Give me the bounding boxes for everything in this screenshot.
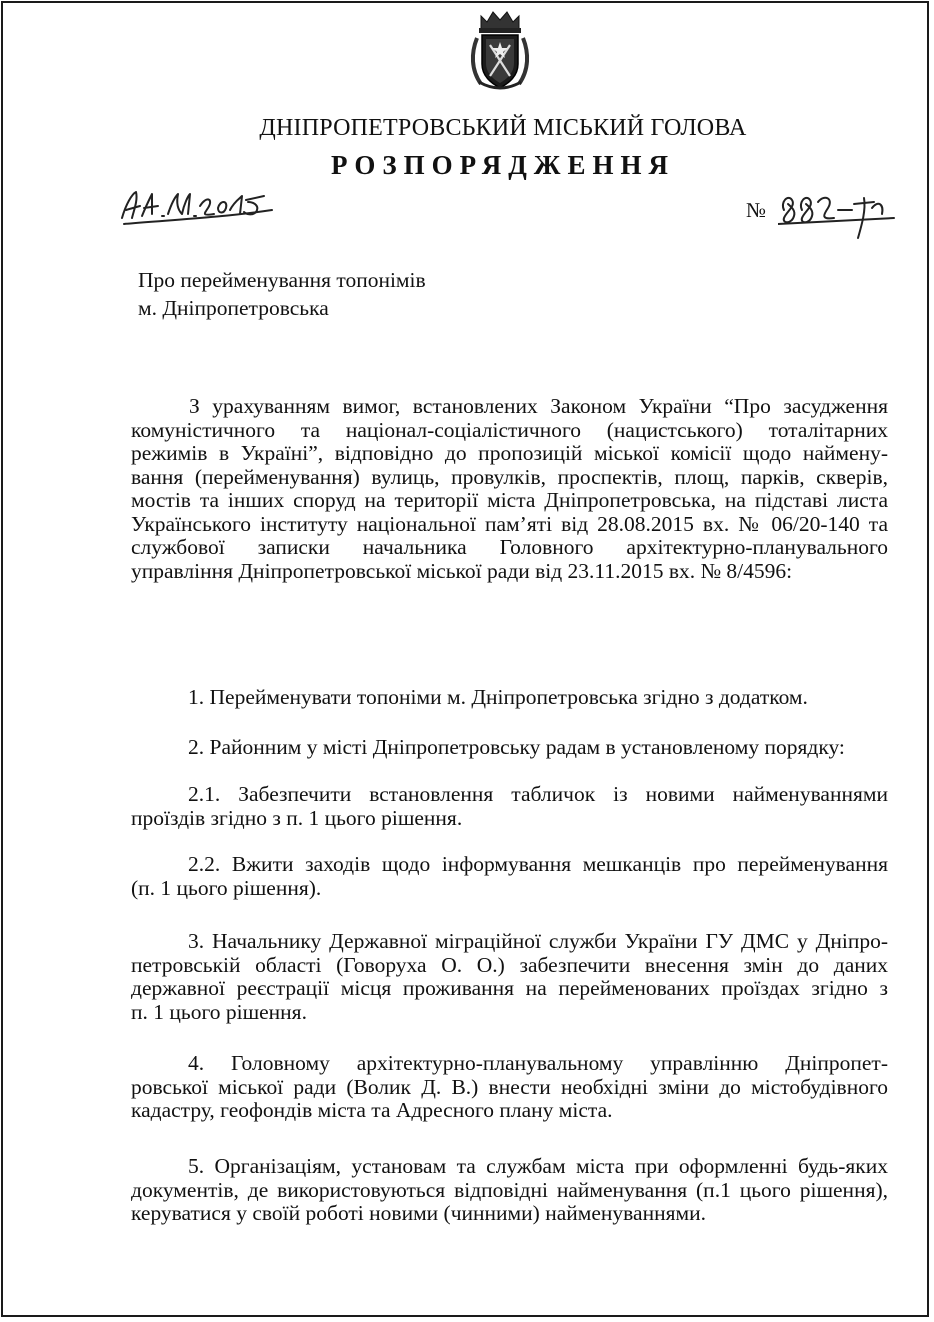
handwritten-document-number <box>778 180 896 242</box>
preamble-paragraph <box>131 395 888 583</box>
text-line: комуністичного та націонал-соціалістичного (нацистського) тоталітарних <box>131 417 888 442</box>
text-line: кадастру, геофондів міста та Адресного плану міста. <box>131 1098 613 1122</box>
text-line: мостів та інших споруд на території міста Дніпропетровська, на підставі листа <box>131 488 888 512</box>
city-coat-of-arms-icon <box>469 8 531 92</box>
text-line: петровській області (Говоруха О. О.) забезпечити внесення змін до даних <box>131 952 888 977</box>
text-line: 5. Організаціям, установам та службам міста при оформленні будь-яких <box>188 1154 888 1178</box>
text-line: п. 1 цього рішення. <box>131 999 307 1024</box>
text-line: режимів в Україні”, відповідно до пропозицій міської комісії щодо наймену- <box>131 441 888 465</box>
text-line: ровської міської ради (Волик Д. В.) внести необхідні зміни до містобудівного <box>131 1074 888 1099</box>
item-1-paragraph <box>131 686 888 710</box>
text-line: З урахуванням вимог, встановлених Законом України “Про засудження <box>189 394 888 418</box>
document-type-title: РОЗПОРЯДЖЕННЯ <box>330 150 676 180</box>
text-line: документів, де використовуються відповідні найменування (п.1 цього рішення), <box>131 1177 888 1202</box>
text-line: державної реєстрації місця проживання на перейменованих проїздах згідно з <box>131 976 888 1000</box>
text-line: проїздів згідно з п. 1 цього рішення. <box>131 805 463 830</box>
issuing-authority: ДНІПРОПЕТРОВСЬКИЙ МІСЬКИЙ ГОЛОВА <box>259 115 747 141</box>
item-2-1-paragraph <box>131 783 888 830</box>
subject-line: м. Дніпропетровська <box>138 296 329 320</box>
text-line: Українського інституту національної пам’яті від 28.08.2015 вх. № 06/20-140 та <box>131 511 888 536</box>
item-2-paragraph <box>131 736 888 760</box>
text-line: 1. Перейменувати топоніми м. Дніпропетровська згідно з додатком. <box>188 685 808 709</box>
subject-line: Про перейменування топонімів <box>138 268 426 292</box>
text-line: керуватися у своїй роботі новими (чинними) найменуваннями. <box>131 1201 706 1225</box>
text-line: 4. Головному архітектурно-планувальному управлінню Дніпропет- <box>188 1051 888 1075</box>
item-4-paragraph <box>131 1052 888 1123</box>
document-subject <box>138 266 426 322</box>
handwritten-date-signature <box>118 180 278 230</box>
text-line: управління Дніпропетровської міської ради від 23.11.2015 вх. № 8/4596: <box>131 558 793 583</box>
item-5-paragraph <box>131 1155 888 1226</box>
text-line: вання (перейменування) вулиць, провулків, проспектів, площ, парків, скверів, <box>131 464 888 489</box>
text-line: 2.1. Забезпечити встановлення табличок із новими найменуваннями <box>188 782 888 806</box>
text-line: (п. 1 цього рішення). <box>131 875 322 900</box>
item-2-2-paragraph <box>131 853 888 900</box>
text-line: 2. Районним у місті Дніпропетровську радам в установленому порядку: <box>188 735 845 759</box>
document-number-label: № <box>746 198 767 222</box>
text-line: 2.2. Вжити заходів щодо інформування мешканців про перейменування <box>188 852 888 876</box>
text-line: 3. Начальнику Державної міграційної служби України ГУ ДМС у Дніпро- <box>188 929 888 953</box>
item-3-paragraph <box>131 930 888 1024</box>
text-line: службової записки начальника Головного архітектурно-планувального <box>131 535 888 559</box>
